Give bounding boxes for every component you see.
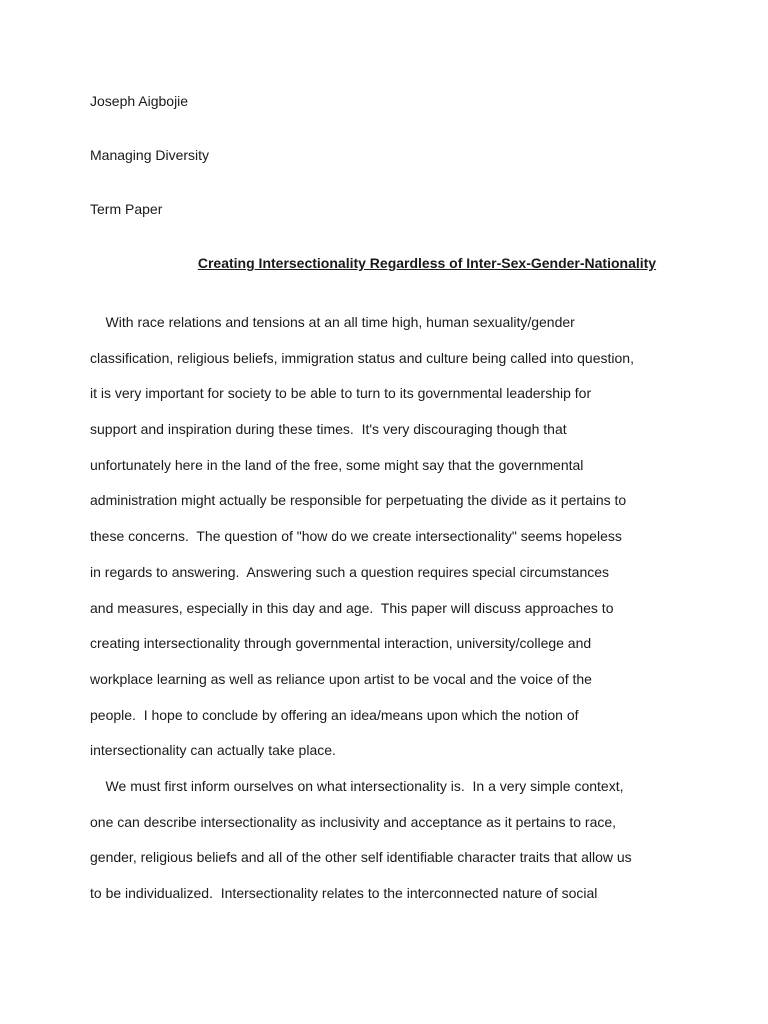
text-line: workplace learning as well as reliance upon artist to be vocal and the voice of the: [90, 670, 592, 687]
text-line: classification, religious beliefs, immigration status and culture being called into question,: [90, 349, 634, 366]
author-name: Joseph Aigbojie: [90, 93, 189, 109]
text-line: and measures, especially in this day and age. This paper will discuss approaches to: [90, 599, 614, 616]
text-line: one can describe intersectionality as inclusivity and acceptance as it pertains to race,: [90, 813, 617, 830]
course-name: Managing Diversity: [90, 147, 210, 163]
text-line: creating intersectionality through governmental interaction, university/college and: [90, 635, 592, 652]
paragraph-1: [90, 305, 690, 769]
paper-title: Creating Intersectionality Regardless of Inter-Sex-Gender-Nationality: [197, 255, 657, 271]
text-line: administration might actually be responsible for perpetuating the divide as it pertains to: [90, 492, 627, 509]
paper-body: [90, 305, 690, 912]
document-type: Term Paper: [90, 201, 163, 217]
text-line: to be individualized. Intersectionality relates to the interconnected nature of social: [90, 885, 598, 901]
paragraph-2: [90, 769, 690, 912]
text-line: gender, religious beliefs and all of the other self identifiable character traits that allow us: [90, 849, 632, 866]
text-line: We must first inform ourselves on what intersectionality is. In a very simple context,: [90, 777, 624, 794]
text-line: it is very important for society to be able to turn to its governmental leadership for: [90, 385, 592, 402]
text-line: these concerns. The question of "how do we create intersectionality" seems hopeless: [90, 528, 622, 545]
text-line: support and inspiration during these times. It's very discouraging though that: [90, 421, 567, 438]
text-line: intersectionality can actually take place.: [90, 742, 336, 759]
text-line: With race relations and tensions at an all time high, human sexuality/gender: [90, 314, 575, 330]
text-line: unfortunately here in the land of the free, some might say that the governmental: [90, 456, 584, 473]
text-line: in regards to answering. Answering such a question requires special circumstances: [90, 563, 610, 580]
text-line: people. I hope to conclude by offering an idea/means upon which the notion of: [90, 706, 579, 723]
